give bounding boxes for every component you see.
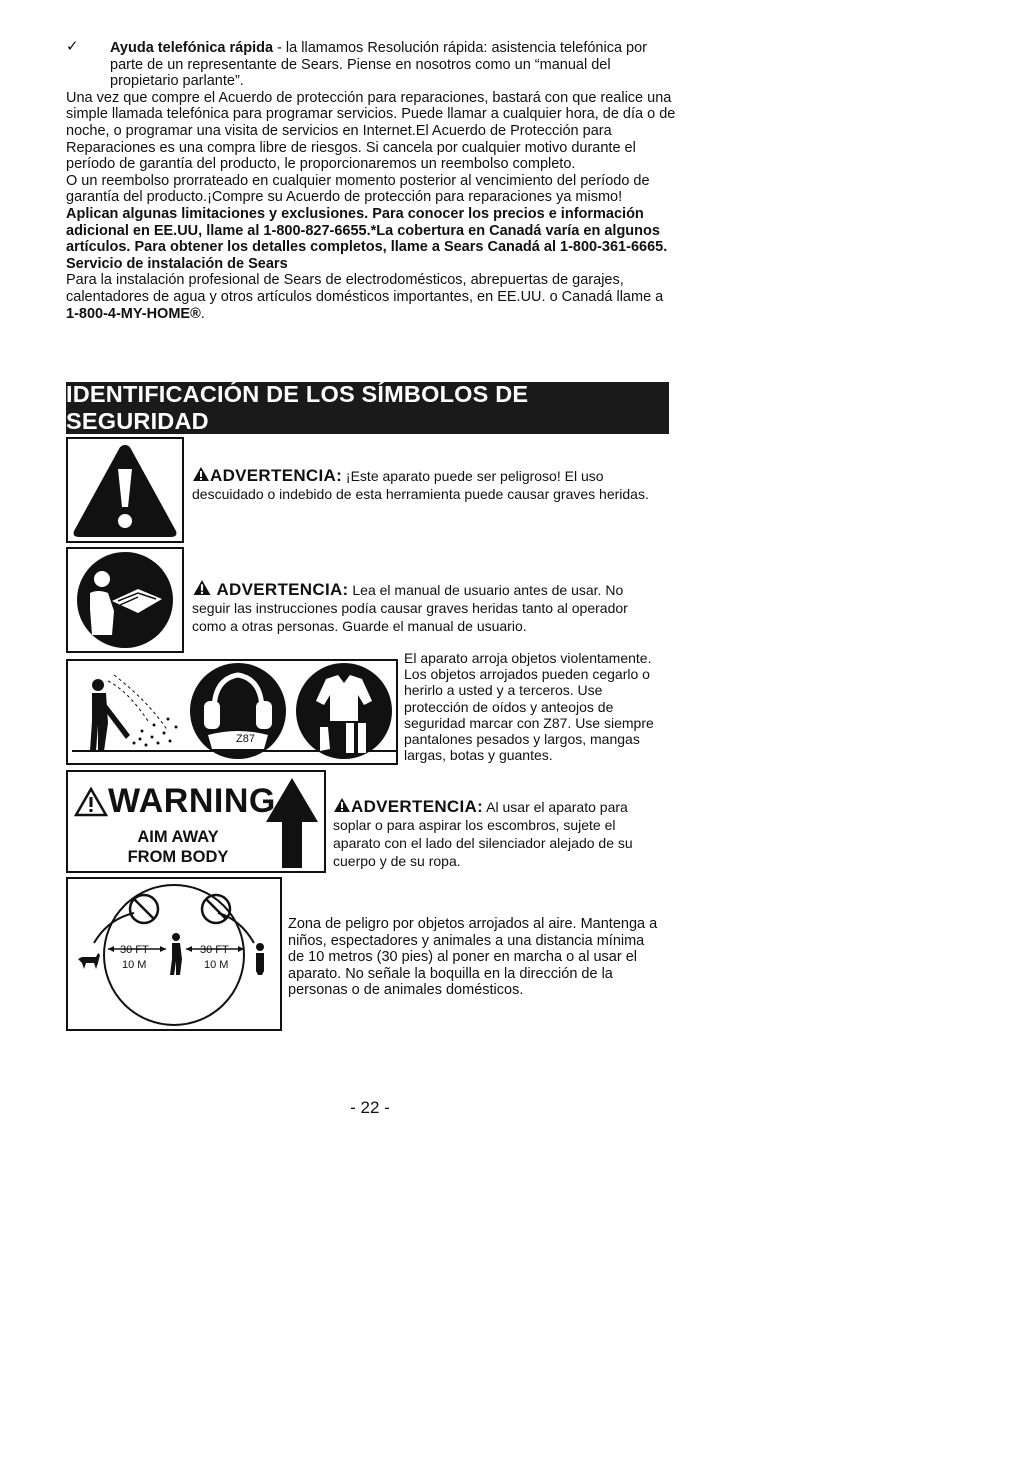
page-number: - 22 - (350, 1098, 390, 1117)
paragraph-protection: Una vez que compre el Acuerdo de protección para reparaciones, bastará con que realice una simple llamada telefónica para programar servicios. Puede llamar a cualquier hora, de día o de noche, o programar una visita de servicios en Internet.El Acuerdo de Protección para Reparaciones es una compra libre de riesgos. Si cancela por cualquier motivo durante el período de garantía del producto, le proporcionaremos un reembolso completo. (66, 89, 676, 173)
zone-m-left: 10 M (122, 959, 147, 971)
aim-away-line2: FROM BODY (127, 848, 229, 866)
zone-m-right: 10 M (204, 959, 229, 971)
section-banner: IDENTIFICACIÓN DE LOS SÍMBOLOS DE SEGURIDAD (66, 382, 669, 434)
symbol2-heading: ADVERTENCIA: (216, 580, 349, 599)
warning-title (74, 782, 276, 821)
aim-away-warning-box (66, 770, 326, 873)
danger-zone-icon (68, 879, 280, 1029)
small-warning-icon (333, 797, 351, 813)
service-text: Para la instalación profesional de Sears de electrodomésticos, abrepuertas de garajes, calentadores de agua y otros artículos domésticos importantes, en EE.UU. o Canadá llame a (66, 272, 664, 305)
paragraph-limitations: Aplican algunas limitaciones y exclusiones. Para conocer los precios e información adicional en EE.UU, llame al 1-800-827-6655.*La cobertura en Canadá varía en algunos artículos. Para obtener los detalles completos, llame a Sears Canadá al 1-800-361-6665. (66, 205, 668, 256)
warning-word: WARNING (108, 782, 276, 820)
symbol1-heading-line (192, 466, 662, 504)
service-title: Servicio de instalación de Sears (66, 255, 288, 272)
bullet-title: Ayuda telefónica rápida (110, 40, 274, 56)
small-warning-icon (192, 466, 210, 482)
warning-outline-icon (74, 787, 108, 817)
check-icon: ✓ (66, 38, 79, 55)
z87-label: Z87 (236, 733, 255, 745)
danger-zone-box (66, 877, 282, 1031)
zone-ft-left: 30 FT (120, 944, 149, 956)
symbol1-body: ¡Este aparato puede ser peligroso! El uso descuidado o indebido de esta herramienta puede causar graves heridas. (192, 468, 649, 502)
symbol5-body: Zona de peligro por objetos arrojados al aire. Mantenga a niños, espectadores y animales a una distancia mínima de 10 metros (30 pies) al poner en marcha o al usar el aparato. No señale la boquilla en la dirección de la personas o de animales domésticos. (288, 916, 658, 999)
zone-ft-right: 30 FT (200, 944, 229, 956)
aim-away-line1: AIM AWAY (137, 828, 219, 846)
symbol2-body: Lea el manual de usuario antes de usar. No seguir las instrucciones podía causar graves heridas tanto al operador como a otras personas. Guarde el manual de usuario. (192, 582, 628, 634)
symbol2-text (192, 579, 662, 636)
read-manual-icon (68, 549, 182, 651)
symbol4-body: Al usar el aparato para soplar o para aspirar los escombros, sujete el aparato con el lado del silenciador alejado de su cuerpo y de su ropa. (333, 799, 633, 869)
ppe-symbol-box (66, 659, 398, 765)
warning-triangle-icon (68, 439, 182, 541)
symbol1-heading: ADVERTENCIA: (210, 466, 343, 485)
manual-symbol-box (66, 547, 184, 653)
service-end: . (200, 305, 205, 322)
hazard-symbol-box (66, 437, 184, 543)
service-phone: 1-800-4-MY-HOME® (66, 305, 201, 322)
symbol1-text (192, 466, 662, 504)
intro-section (66, 40, 676, 322)
arrow-up-icon (264, 776, 320, 870)
paragraph-refund: O un reembolso prorrateado en cualquier momento posterior al vencimiento del período de garantía del producto.¡Compre su Acuerdo de protección para reparaciones ya mismo! (66, 172, 650, 206)
bullet-text: - la llamamos Resolución rápida: asistencia telefónica por parte de un representante de Sears. Piense en nosotros como un “manual del propietario parlante”. (110, 40, 648, 90)
bullet-quick-help (66, 40, 676, 90)
symbol3-body: El aparato arroja objetos violentamente. Los objetos arrojados pueden cegarlo o herirlo a usted y a terceros. Use protección de oídos y anteojos de seguridad marcar con Z87. Use siempre pantalones pesados y largos, mangas largas, botas y guantes. (404, 650, 654, 764)
small-warning-icon (192, 579, 212, 596)
symbol4-text (333, 797, 663, 871)
service-paragraph (66, 272, 676, 322)
symbol4-heading: ADVERTENCIA: (351, 797, 484, 816)
thrown-objects-ppe-icon (68, 661, 396, 763)
